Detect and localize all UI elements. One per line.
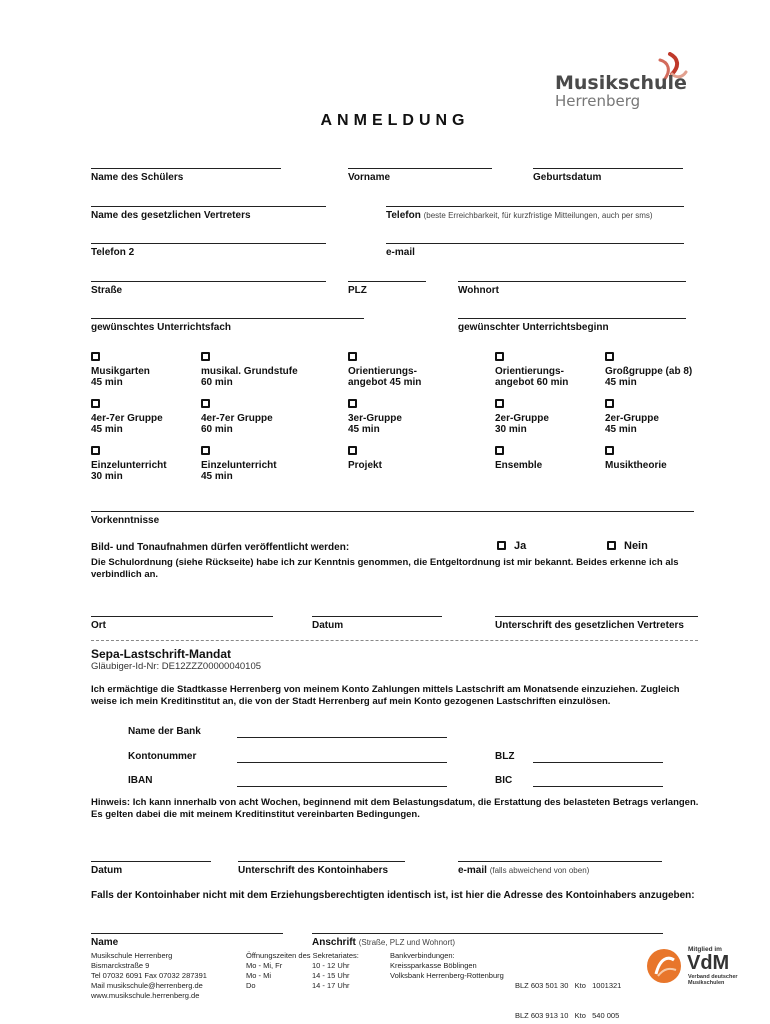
label-fach: gewünschtes Unterrichtsfach (91, 322, 232, 333)
bank-number: BLZ 603 501 30 Kto 1001321 (515, 981, 622, 990)
option-checkbox[interactable] (348, 446, 357, 455)
label-geburtsdatum: Geburtsdatum (533, 172, 602, 183)
vdm-top: Mitglied im (688, 946, 722, 953)
cut-line (91, 640, 698, 641)
photo-consent-text: Bild- und Tonaufnahmen dürfen veröffentlicht werden: (91, 542, 350, 553)
option-label (201, 460, 277, 482)
school-logo (555, 52, 690, 112)
footer-line: Musikschule Herrenberg (91, 951, 173, 960)
option-label (91, 366, 150, 388)
sepa-text: Ich ermächtige die Stadtkasse Herrenberg von meinem Konto Zahlungen mittels Lastschrift am Monatsende einzuziehen. Zugleich weise ich mein Kreditinstitut an, die von der Stadt Herrenberg auf mein Konto gezogenen Lastschriften einzulösen. (91, 684, 680, 707)
option-checkbox[interactable] (91, 446, 100, 455)
option-label (348, 460, 382, 471)
label-iban: IBAN (128, 775, 153, 786)
option-label (91, 413, 163, 435)
option-label-line2: 45 min (201, 471, 233, 482)
label-bank: Name der Bank (128, 726, 201, 737)
option-checkbox[interactable] (495, 399, 504, 408)
label-email-sepa-text: e-mail (458, 865, 487, 876)
option-checkbox[interactable] (201, 446, 210, 455)
vdm-logo (646, 946, 742, 994)
footer-bank-nums (515, 961, 621, 1024)
option-label-line1: Ensemble (495, 460, 543, 471)
option-label (605, 413, 659, 435)
hours-time: 14 - 15 Uhr (312, 971, 350, 980)
checkbox-ja[interactable] (497, 541, 506, 550)
option-label-line1: 2er-Gruppe (495, 413, 549, 424)
anschrift-hint: (Straße, PLZ und Wohnort) (358, 938, 456, 947)
label-blz: BLZ (495, 751, 515, 762)
option-label-line1: Orientierungs- (495, 366, 564, 377)
option-label-line2: 60 min (201, 424, 233, 435)
option-checkbox[interactable] (91, 352, 100, 361)
option-checkbox[interactable] (201, 352, 210, 361)
bank-name: Kreissparkasse Böblingen (390, 961, 477, 970)
option-label-line1: musikal. Grundstufe (201, 366, 298, 377)
schulordnung-text: Die Schulordnung (siehe Rückseite) habe ich zur Kenntnis genommen, die Entgeltordnung ist mir bekannt. Beides erkenne ich als verbindlich an. (91, 557, 679, 580)
hours-time: 10 - 12 Uhr (312, 961, 350, 970)
hours-day: Mo - Mi (246, 971, 271, 980)
sepa-glaeubiger: Gläubiger-Id-Nr: DE12ZZZ00000040105 (91, 661, 262, 672)
option-label-line1: 3er-Gruppe (348, 413, 402, 424)
checkbox-nein[interactable] (607, 541, 616, 550)
label-telefon (386, 210, 653, 221)
option-label-line2: angebot 60 min (495, 377, 569, 388)
footer-bank-title: Bankverbindungen: (390, 951, 455, 960)
footer-line: www.musikschule.herrenberg.de (91, 991, 200, 1000)
option-label-line2: 30 min (495, 424, 527, 435)
label-nein: Nein (624, 540, 648, 552)
option-label (348, 413, 402, 435)
footer-hours-title: Öffnungszeiten des Sekretariates: (246, 951, 359, 960)
hours-time: 14 - 17 Uhr (312, 981, 350, 990)
label-anschrift (312, 937, 455, 948)
label-ort: Ort (91, 620, 106, 631)
sepa-hinweis: Hinweis: Ich kann innerhalb von acht Wochen, beginnend mit dem Belastungsdatum, die Erstattung des belasteten Betrags verlangen. Es gelten dabei die mit meinem Kreditinstitut vereinbarten Bedingungen. (91, 797, 699, 820)
option-label-line2: 45 min (348, 424, 380, 435)
label-email-sepa (458, 865, 589, 876)
option-checkbox[interactable] (495, 352, 504, 361)
falls-text: Falls der Kontoinhaber nicht mit dem Erziehungsberechtigten identisch ist, ist hier die Adresse des Kontoinhabers anzugeben: (91, 890, 695, 901)
logo-line1: Musikschule (555, 72, 687, 94)
bank-number: BLZ 603 913 10 Kto 540 005 (515, 1011, 620, 1020)
option-label-line2: 45 min (91, 424, 123, 435)
option-label (91, 460, 167, 482)
vdm-circle-icon (646, 948, 682, 984)
logo-line2: Herrenberg (555, 92, 641, 110)
option-label (348, 366, 421, 388)
footer-hours-times (312, 961, 350, 991)
hours-day: Mo - Mi, Fr (246, 961, 283, 970)
option-label-line1: Großgruppe (ab 8) (605, 366, 693, 377)
page-title: ANMELDUNG (320, 112, 470, 129)
label-strasse: Straße (91, 285, 123, 296)
option-label-line1: 4er-7er Gruppe (201, 413, 273, 424)
label-telefon-text: Telefon (386, 210, 421, 221)
option-checkbox[interactable] (495, 446, 504, 455)
label-schueler: Name des Schülers (91, 172, 184, 183)
label-anschrift-text: Anschrift (312, 937, 356, 948)
label-plz: PLZ (348, 285, 367, 296)
option-label-line1: Einzelunterricht (201, 460, 277, 471)
bank-name: Volksbank Herrenberg-Rottenburg (390, 971, 504, 980)
option-checkbox[interactable] (201, 399, 210, 408)
label-ja: Ja (514, 540, 527, 552)
footer-line: Tel 07032 6091 Fax 07032 287391 (91, 971, 207, 980)
option-label-line2: 45 min (605, 424, 637, 435)
option-checkbox[interactable] (91, 399, 100, 408)
label-beginn: gewünschter Unterrichtsbeginn (458, 322, 609, 333)
option-label (605, 366, 692, 388)
label-telefon2: Telefon 2 (91, 247, 135, 258)
option-label-line2: 45 min (91, 377, 123, 388)
label-unterschrift-kontoinhaber: Unterschrift des Kontoinhabers (238, 865, 389, 876)
label-vorname: Vorname (348, 172, 391, 183)
hours-day: Do (246, 981, 256, 990)
footer-line: Bismarckstraße 9 (91, 961, 150, 970)
option-label-line1: Musikgarten (91, 366, 150, 377)
label-datum-sepa: Datum (91, 865, 123, 876)
label-email: e-mail (386, 247, 415, 258)
option-checkbox[interactable] (605, 352, 614, 361)
option-label-line1: 4er-7er Gruppe (91, 413, 163, 424)
footer-address (91, 951, 207, 1001)
option-label (495, 460, 542, 471)
option-checkbox[interactable] (348, 352, 357, 361)
option-label-line2: angebot 45 min (348, 377, 422, 388)
footer-bank-names (390, 961, 504, 981)
label-wohnort: Wohnort (458, 285, 499, 296)
option-checkbox[interactable] (348, 399, 357, 408)
option-label-line1: Einzelunterricht (91, 460, 167, 471)
email-hint: (falls abweichend von oben) (489, 866, 590, 875)
label-datum: Datum (312, 620, 344, 631)
footer-line: Mail musikschule@herrenberg.de (91, 981, 203, 990)
label-vorkenntnisse: Vorkenntnisse (91, 515, 160, 526)
option-label (495, 366, 568, 388)
label-unterschrift-vertreter: Unterschrift des gesetzlichen Vertreters (495, 620, 684, 631)
vdm-mark: VdM (687, 952, 730, 974)
option-label (201, 366, 298, 388)
label-bic: BIC (495, 775, 513, 786)
option-checkbox[interactable] (605, 399, 614, 408)
option-label-line1: Musiktheorie (605, 460, 667, 471)
label-name: Name (91, 937, 119, 948)
option-label-line2: 60 min (201, 377, 233, 388)
option-label (605, 460, 667, 471)
option-label-line1: Projekt (348, 460, 382, 471)
option-checkbox[interactable] (605, 446, 614, 455)
label-vertreter: Name des gesetzlichen Vertreters (91, 210, 251, 221)
option-label (495, 413, 549, 435)
option-label (201, 413, 273, 435)
label-kontonummer: Kontonummer (128, 751, 197, 762)
option-label-line2: 45 min (605, 377, 637, 388)
footer-hours-days (246, 961, 282, 991)
vdm-sub: Verband deutscher Musikschulen (688, 974, 738, 986)
sepa-title: Sepa-Lastschrift-Mandat (91, 647, 232, 661)
option-label-line1: 2er-Gruppe (605, 413, 659, 424)
option-label-line1: Orientierungs- (348, 366, 417, 377)
option-label-line2: 30 min (91, 471, 123, 482)
telefon-hint: (beste Erreichbarkeit, für kurzfristige Mitteilungen, auch per sms) (423, 211, 653, 220)
